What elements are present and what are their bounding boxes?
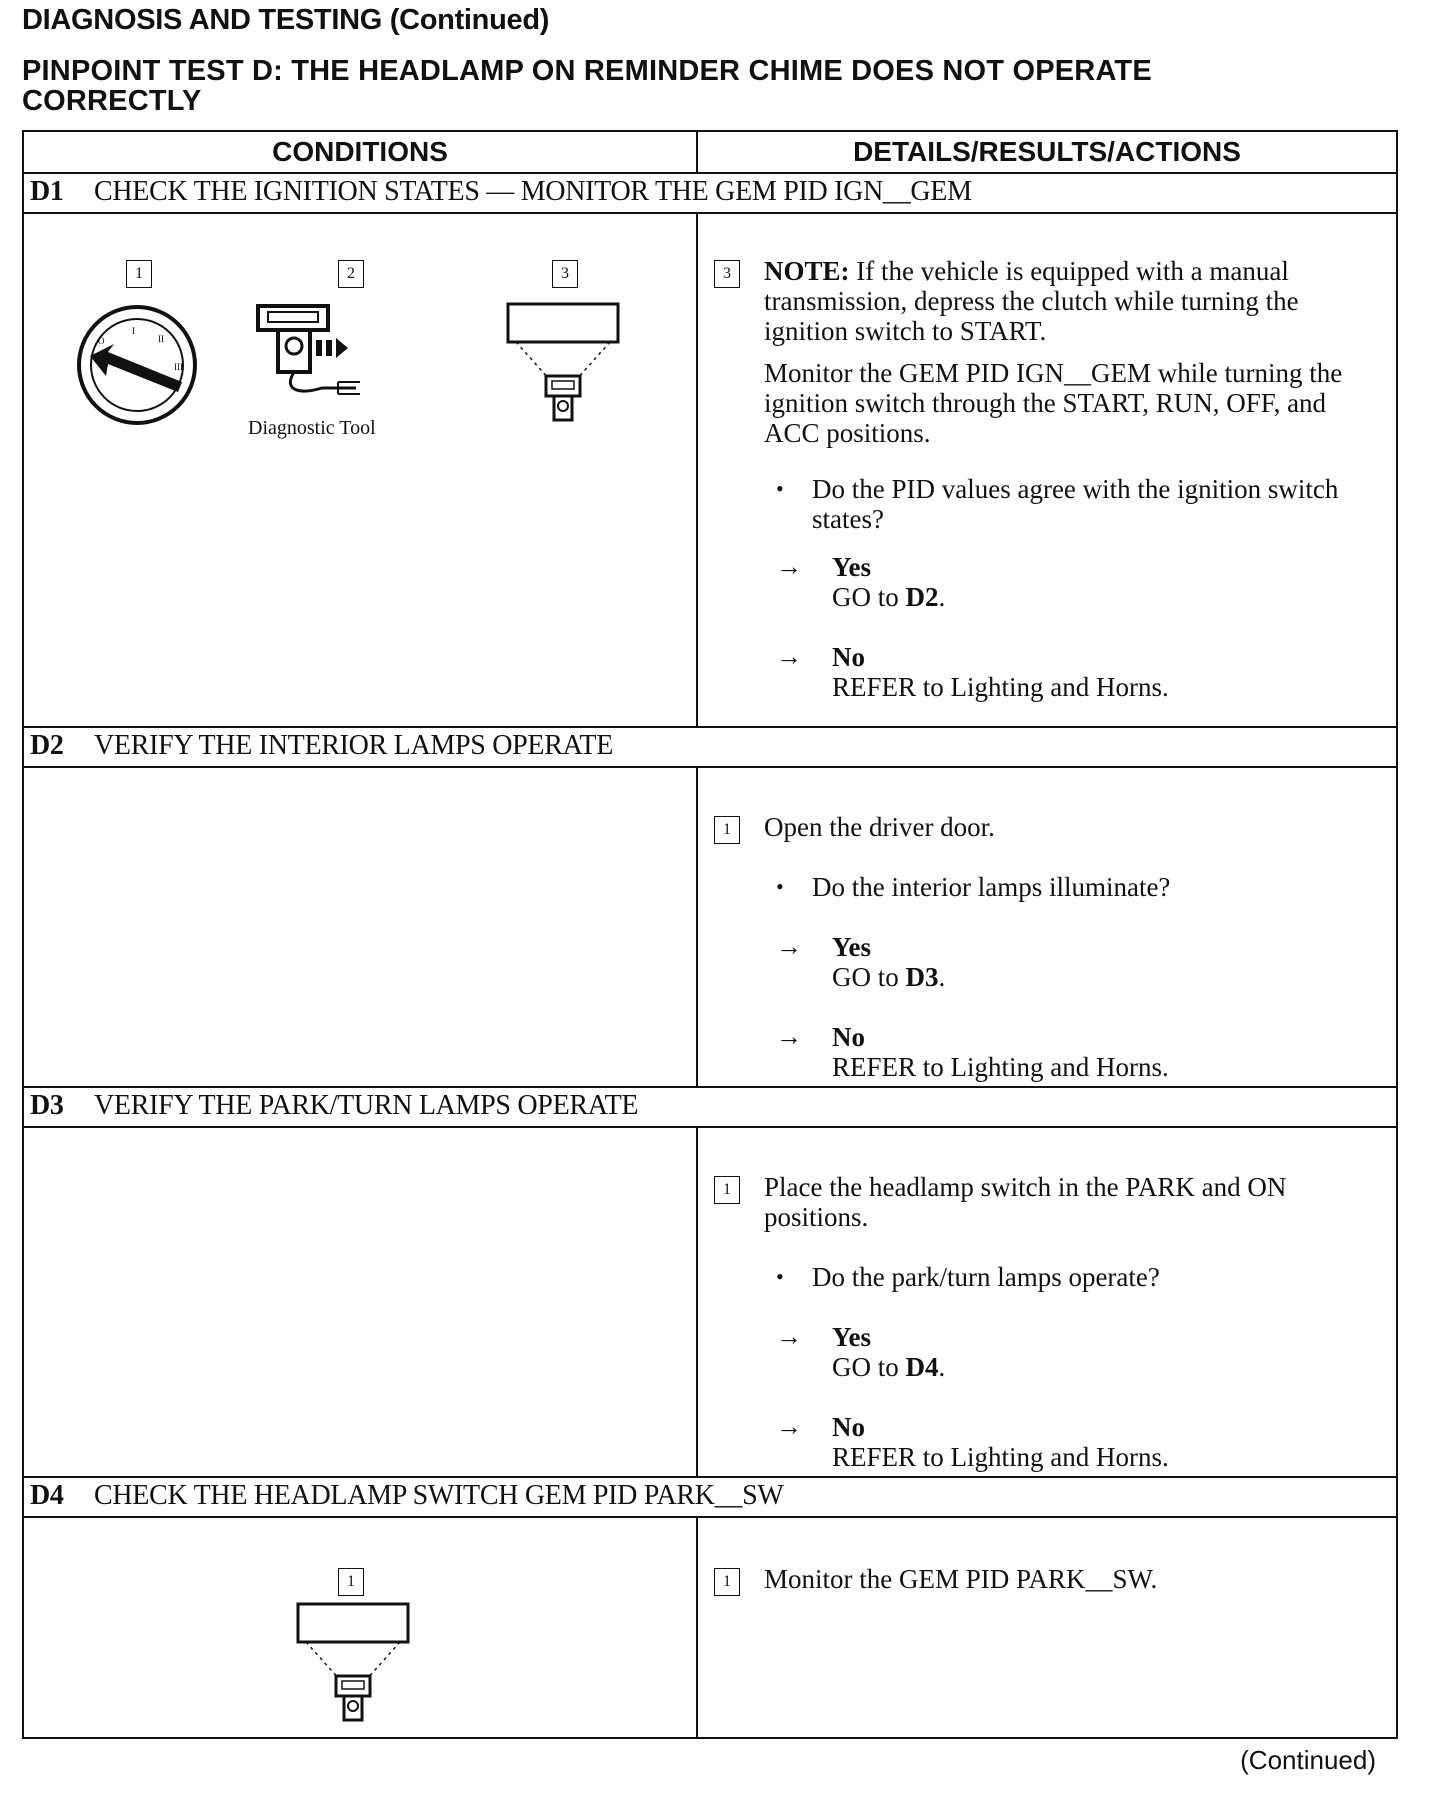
svg-text:I: I (132, 326, 135, 336)
instruction-d3: Place the headlamp switch in the PARK and ON positions. (764, 1172, 1287, 1232)
page-title: DIAGNOSIS AND TESTING (Continued) (22, 4, 550, 36)
diagnostic-display-icon (292, 1602, 414, 1722)
figure-number-1: 1 (126, 260, 152, 288)
step-number-d1: 3 (714, 260, 740, 288)
step-title-d2: D2 VERIFY THE INTERIOR LAMPS OPERATE (30, 730, 614, 761)
details-header: DETAILS/RESULTS/ACTIONS (853, 136, 1241, 167)
step-title-d4: D4 CHECK THE HEADLAMP SWITCH GEM PID PARK__SW (30, 1480, 784, 1511)
no-d3: No REFER to Lighting and Horns. (832, 1412, 1169, 1472)
note-d1: NOTE: If the vehicle is equipped with a manual transmission, depress the clutch while turning the ignition switch to START. (764, 256, 1299, 346)
bullet-d3: • (776, 1264, 784, 1289)
yes-d3: Yes GO to D4. (832, 1322, 946, 1382)
instruction-d2: Open the driver door. (764, 812, 995, 842)
arrow-no-d1: → (776, 642, 802, 671)
figure-number-d4: 1 (338, 1568, 364, 1596)
figure-number-3: 3 (552, 260, 578, 288)
arrow-no-d2: → (776, 1022, 802, 1051)
arrow-no-d3: → (776, 1412, 802, 1441)
figure-caption: Diagnostic Tool (248, 417, 376, 439)
bullet-d1: • (776, 476, 784, 501)
svg-text:O: O (98, 336, 105, 346)
step-number-d2: 1 (714, 816, 740, 844)
bullet-d2: • (776, 874, 784, 899)
pinpoint-test-table (22, 130, 1398, 1739)
step-number-d4: 1 (714, 1568, 740, 1596)
conditions-header: CONDITIONS (272, 136, 448, 167)
ignition-switch-icon (74, 302, 200, 428)
yes-d1: Yes GO to D2. (832, 552, 946, 612)
step-title-d3: D3 VERIFY THE PARK/TURN LAMPS OPERATE (30, 1090, 639, 1121)
instruction-d4: Monitor the GEM PID PARK__SW. (764, 1564, 1158, 1594)
diagnostic-tool-icon (252, 302, 378, 412)
question-d3: Do the park/turn lamps operate? (812, 1262, 1160, 1292)
arrow-yes-d2: → (776, 932, 802, 961)
svg-text:III: III (174, 362, 183, 372)
question-d2: Do the interior lamps illuminate? (812, 872, 1171, 902)
yes-d2: Yes GO to D3. (832, 932, 946, 992)
arrow-yes-d3: → (776, 1322, 802, 1351)
diagnostic-display-icon (502, 302, 624, 422)
step-title-d1: D1 CHECK THE IGNITION STATES — MONITOR THE GEM PID IGN__GEM (30, 176, 972, 207)
no-d2: No REFER to Lighting and Horns. (832, 1022, 1169, 1082)
instruction-d1: Monitor the GEM PID IGN__GEM while turning the ignition switch through the START, RUN, OFF, and ACC positions. (764, 358, 1343, 448)
question-d1: Do the PID values agree with the ignition switch states? (812, 474, 1339, 534)
svg-text:II: II (158, 334, 164, 344)
figure-number-2: 2 (338, 260, 364, 288)
arrow-yes-d1: → (776, 552, 802, 581)
test-title: PINPOINT TEST D: THE HEADLAMP ON REMINDER CHIME DOES NOT OPERATE CORRECTLY (22, 55, 1152, 117)
no-d1: No REFER to Lighting and Horns. (832, 642, 1169, 702)
continued-footer: (Continued) (1240, 1745, 1376, 1775)
step-number-d3: 1 (714, 1176, 740, 1204)
